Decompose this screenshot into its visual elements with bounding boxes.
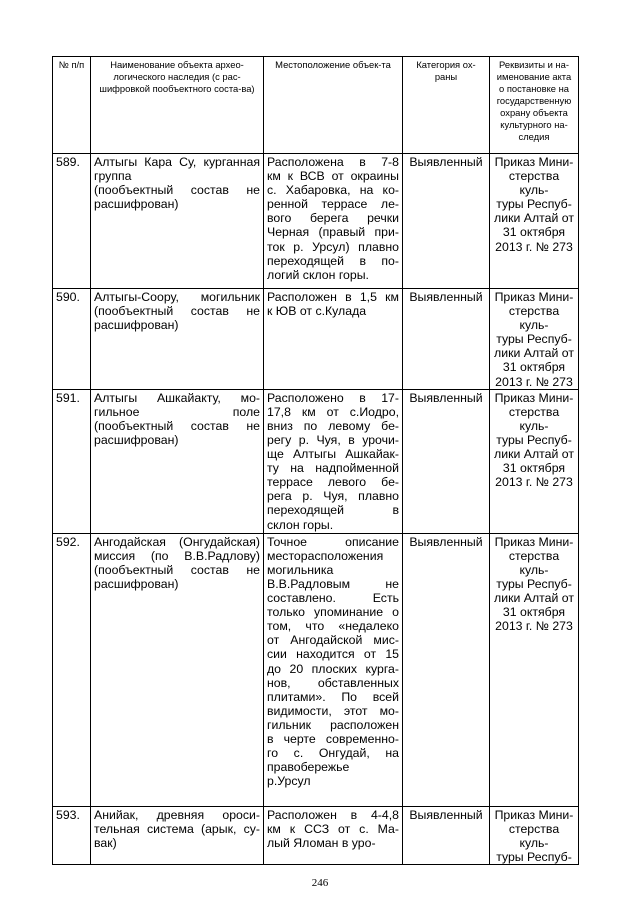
cell-line: го с. Онгудай, на bbox=[267, 746, 399, 761]
cell-line: Приказ Мини- bbox=[494, 155, 574, 169]
page-number: 246 bbox=[311, 877, 329, 889]
cell-line: 17,8 км от с.Иодро, bbox=[267, 404, 399, 419]
cell-line: ренной террасе ле- bbox=[267, 197, 399, 212]
cell-line: 2013 г. № 273 bbox=[495, 619, 573, 634]
cell-line: с. Хабаровка, на ко- bbox=[267, 183, 399, 198]
cell-line: туры Респуб- bbox=[496, 432, 572, 447]
cell-line: 2013 г. № 273 bbox=[495, 475, 573, 490]
cell-line: том, что «недалеко bbox=[267, 619, 399, 634]
protection-category-cell: Выявленный bbox=[403, 289, 490, 390]
cell-line: км к ССЗ от с. Ма- bbox=[267, 821, 399, 836]
cell-line: Приказ Мини- bbox=[494, 534, 574, 549]
cell-line: переходящей в по- bbox=[267, 253, 399, 268]
cell-line: группа bbox=[94, 169, 132, 184]
cell-line: стерства куль- bbox=[508, 304, 560, 333]
cell-line: 2013 г. № 273 bbox=[495, 374, 573, 389]
cell-line: до 20 плоских курга- bbox=[267, 661, 399, 676]
cell-line: Приказ Мини- bbox=[494, 290, 574, 304]
cell-line: км к ВСВ от окраины bbox=[267, 169, 399, 184]
cell-line: стерства куль- bbox=[508, 548, 560, 577]
row-number: 592. bbox=[53, 533, 91, 806]
cell-line: Приказ Мини- bbox=[494, 807, 574, 822]
cell-line: р.Урсул bbox=[267, 774, 311, 789]
cell-line: правобережье bbox=[267, 760, 350, 775]
cell-line: миссия (по В.В.Радлову) bbox=[94, 548, 260, 563]
header-act-details: Реквизиты и на-именование акта о постановке на государственную охрану объекта культурного на-следия bbox=[490, 57, 579, 154]
cell-line: лый Яломан в уро- bbox=[267, 835, 376, 850]
cell-line: Черная (правый при- bbox=[267, 225, 399, 240]
location-cell bbox=[264, 533, 403, 806]
cell-line: лики Алтай от bbox=[494, 591, 574, 606]
header-location: Местоположение объек-та bbox=[264, 57, 403, 154]
cell-line: Алтыгы-Соору, могильник bbox=[94, 290, 260, 304]
cell-line: Приказ Мини- bbox=[494, 390, 574, 405]
table-row bbox=[53, 289, 579, 390]
cell-line: плитами». По всей bbox=[267, 689, 399, 704]
table-row bbox=[53, 154, 579, 289]
cell-line: ще Алтыгы Ашкайак- bbox=[267, 447, 399, 462]
cell-line: 31 октября bbox=[502, 605, 566, 620]
cell-line: 31 октября bbox=[502, 461, 566, 476]
cell-line: Расположен в 4-4,8 bbox=[267, 807, 399, 822]
cell-line: Точное описание bbox=[267, 534, 399, 549]
monuments-table bbox=[52, 56, 579, 865]
cell-line: могильника bbox=[267, 562, 334, 577]
protection-category-cell: Выявленный bbox=[403, 806, 490, 864]
cell-line: террасе левого бе- bbox=[267, 475, 399, 490]
object-name-cell bbox=[91, 289, 264, 390]
cell-line: тельная система (арык, су- bbox=[94, 821, 260, 836]
act-details-cell bbox=[490, 806, 579, 864]
cell-line: Расположено в 17- bbox=[267, 390, 399, 405]
object-name-cell bbox=[91, 389, 264, 533]
cell-line: стерства куль- bbox=[508, 821, 560, 850]
cell-line: Расположен в 1,5 км bbox=[267, 290, 399, 304]
cell-line: к ЮВ от с.Кулада bbox=[267, 304, 367, 319]
cell-line: вниз по левому бе- bbox=[267, 418, 399, 433]
cell-line: (пообъектный состав не bbox=[94, 183, 260, 198]
cell-line: В.В.Радловым не bbox=[267, 576, 399, 591]
cell-line: стерства куль- bbox=[508, 404, 560, 433]
cell-line: рега р. Чуя, плавно bbox=[267, 489, 399, 504]
cell-line: 31 октября bbox=[502, 360, 566, 375]
cell-line: в черте современно- bbox=[267, 731, 399, 746]
row-number: 591. bbox=[53, 389, 91, 533]
protection-category-cell: Выявленный bbox=[403, 154, 490, 289]
table-row bbox=[53, 533, 579, 806]
cell-line: туры Респуб- bbox=[496, 197, 572, 212]
act-details-cell bbox=[490, 533, 579, 806]
cell-line: лики Алтай от bbox=[494, 346, 574, 361]
protection-category-cell: Выявленный bbox=[403, 389, 490, 533]
cell-line: (пообъектный состав не bbox=[94, 562, 260, 577]
cell-line: месторасположения bbox=[267, 548, 384, 563]
cell-line: туры Респуб- bbox=[496, 576, 572, 591]
cell-line: расшифрован) bbox=[94, 576, 179, 591]
cell-line: туры Респуб- bbox=[496, 849, 572, 864]
cell-line: (пообъектный состав не bbox=[94, 304, 260, 319]
cell-line: вак) bbox=[94, 835, 117, 850]
header-protection-category: Категория ох-раны bbox=[403, 57, 490, 154]
row-number: 590. bbox=[53, 289, 91, 390]
cell-line: стерства куль- bbox=[508, 169, 560, 198]
cell-line: 31 октября bbox=[502, 225, 566, 240]
header-object-name: Наименование объекта архео-логического наследия (с рас-шифровкой пообъектного соста-ва) bbox=[91, 57, 264, 154]
act-details-cell bbox=[490, 289, 579, 390]
cell-line: (пообъектный состав не bbox=[94, 418, 260, 433]
cell-line: гильник расположен bbox=[267, 717, 399, 732]
cell-line: расшифрован) bbox=[94, 432, 179, 447]
cell-line: переходящей в bbox=[267, 503, 399, 518]
cell-line: Алтыгы Кара Су, курганная bbox=[94, 155, 260, 169]
cell-line: Ангодайская (Онгудайская) bbox=[94, 534, 260, 549]
cell-line: нов, обставленных bbox=[267, 675, 399, 690]
cell-line: лики Алтай от bbox=[494, 447, 574, 462]
row-number: 593. bbox=[53, 806, 91, 864]
table-row bbox=[53, 806, 579, 864]
table-header-row bbox=[53, 57, 579, 154]
table-row bbox=[53, 389, 579, 533]
cell-line: Расположена в 7-8 bbox=[267, 155, 399, 169]
cell-line: расшифрован) bbox=[94, 318, 179, 333]
cell-line: видимости, этот мо- bbox=[267, 703, 399, 718]
cell-line: составлено. Есть bbox=[267, 591, 399, 606]
object-name-cell bbox=[91, 154, 264, 289]
act-details-cell bbox=[490, 154, 579, 289]
header-number: № п/п bbox=[53, 57, 91, 154]
cell-line: вого берега речки bbox=[267, 211, 399, 226]
cell-line: 2013 г. № 273 bbox=[495, 239, 573, 254]
location-cell bbox=[264, 806, 403, 864]
row-number: 589. bbox=[53, 154, 91, 289]
object-name-cell bbox=[91, 533, 264, 806]
act-details-cell bbox=[490, 389, 579, 533]
cell-line: склон горы. bbox=[267, 517, 334, 532]
cell-line: Анийак, древняя ороси- bbox=[94, 807, 260, 822]
location-cell bbox=[264, 389, 403, 533]
cell-line: логий склон горы. bbox=[267, 267, 369, 282]
cell-line: от Ангодайской мис- bbox=[267, 633, 399, 648]
cell-line: ту на надпойменной bbox=[267, 461, 399, 476]
cell-line: только упоминание о bbox=[267, 605, 399, 620]
protection-category-cell: Выявленный bbox=[403, 533, 490, 806]
cell-line: ток р. Урсул) плавно bbox=[267, 239, 399, 254]
cell-line: расшифрован) bbox=[94, 197, 179, 212]
cell-line: лики Алтай от bbox=[494, 211, 574, 226]
cell-line: Алтыгы Ашкайакту, мо- bbox=[94, 390, 260, 405]
cell-line: гильное поле bbox=[94, 404, 260, 419]
location-cell bbox=[264, 154, 403, 289]
cell-line: туры Респуб- bbox=[496, 332, 572, 347]
cell-line: сии находится от 15 bbox=[267, 647, 399, 662]
location-cell bbox=[264, 289, 403, 390]
cell-line: регу р. Чуя, в урочи- bbox=[267, 432, 399, 447]
object-name-cell bbox=[91, 806, 264, 864]
